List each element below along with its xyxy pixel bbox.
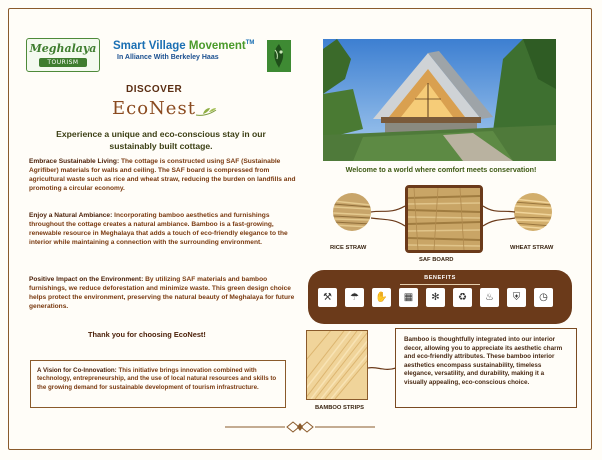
meghalaya-tourism-logo [26, 38, 100, 72]
recycle-icon: ♻ [453, 288, 472, 307]
vision-lead: A Vision for Co-Innovation: [37, 367, 117, 374]
umbrella-icon: ☂ [345, 288, 364, 307]
discover-heading: DISCOVER [126, 84, 183, 95]
leaf-ornament-icon [195, 104, 217, 118]
section-environment-impact [29, 276, 299, 312]
hand-press-icon: ✋ [372, 288, 391, 307]
section-lead: Positive Impact on the Environment: [29, 276, 144, 283]
green-emblem-logo [267, 40, 291, 72]
rice-straw-label: RICE STRAW [330, 245, 367, 251]
page-title: EcoNest [112, 98, 196, 119]
shield-icon: ⛨ [507, 288, 526, 307]
footer-ornament-icon [225, 420, 375, 434]
logo-text: Meghalaya [29, 42, 97, 55]
section-lead: Embrace Sustainable Living: [29, 158, 120, 165]
hammer-icon: ⚒ [318, 288, 337, 307]
bamboo-strips-label: BAMBOO STRIPS [315, 405, 364, 411]
vision-text: This initiative brings innovation combined with technology, entrepreneurship, and the use of local natural resources and skills to the growing demand for sustainable development of tourism infrastructure. [37, 367, 277, 391]
bug-icon: ✻ [426, 288, 445, 307]
section-lead: Enjoy a Natural Ambiance: [29, 212, 113, 219]
benefits-band [308, 270, 572, 324]
section-sustainable-living [29, 158, 299, 194]
section-natural-ambiance [29, 212, 299, 248]
saf-board-image [405, 185, 483, 253]
rice-straw-image [333, 193, 371, 231]
saf-board-label: SAF BOARD [419, 257, 454, 263]
bamboo-connector [368, 348, 396, 388]
svm-subtitle: In Alliance With Berkeley Haas [117, 54, 219, 61]
section-text: By utilizing SAF materials and bamboo furnishings, we reduce deforestation and minimize waste. This green design choice helps protect the environment, preserving the natural beauty of Meghalaya for future generations. [29, 276, 295, 310]
benefits-divider [400, 284, 480, 285]
benefits-title: BENEFITS [424, 275, 456, 281]
svm-part2: Movement [188, 40, 246, 52]
section-text: The cottage is constructed using SAF (Sustainable Agrifiber) materials for walls and ceiling. The SAF board is compressed from agricultural waste such as rice and wheat straw, reducing the burden on landfills and promoting a circular economy. [29, 158, 296, 192]
brick-wall-icon: ▦ [399, 288, 418, 307]
logo-subtext: TOURISM [39, 58, 87, 67]
svm-part1: Smart Village [113, 40, 186, 52]
svm-title [113, 40, 253, 52]
clock-icon: ◷ [534, 288, 553, 307]
photo-caption: Welcome to a world where comfort meets conservation! [345, 165, 537, 174]
vision-box [30, 360, 286, 408]
bamboo-strips-image [306, 330, 368, 400]
rice-connector [371, 200, 405, 230]
fire-icon: ♨ [480, 288, 499, 307]
svm-tm: TM [245, 40, 255, 47]
smart-village-movement-logo [113, 40, 253, 61]
bamboo-description-box: Bamboo is thoughtfully integrated into our interior decor, allowing you to appreciate its aesthetic charm and eco-friendly attributes. These bamboo interior aesthetics encompass sustainability, timeless elegance, versatility, and durability, making it a visually appealing, eco-conscious choice. [395, 328, 577, 408]
wheat-connector [483, 200, 515, 230]
cottage-photo [323, 39, 556, 161]
thanks-message: Thank you for choosing EcoNest! [88, 330, 206, 339]
section-text: Incorporating bamboo aesthetics and furnishings throughout the cottage creates a natural ambiance. Bamboo is a fast-growing, renewable resource in Meghalaya that adds a touch of eco-friendly elegance to the interior while maintaining a connection with the surrounding environment. [29, 212, 288, 246]
tagline: Experience a unique and eco-conscious stay in our sustainably built cottage. [56, 129, 266, 151]
wheat-straw-image [514, 193, 552, 231]
wheat-straw-label: WHEAT STRAW [510, 245, 554, 251]
